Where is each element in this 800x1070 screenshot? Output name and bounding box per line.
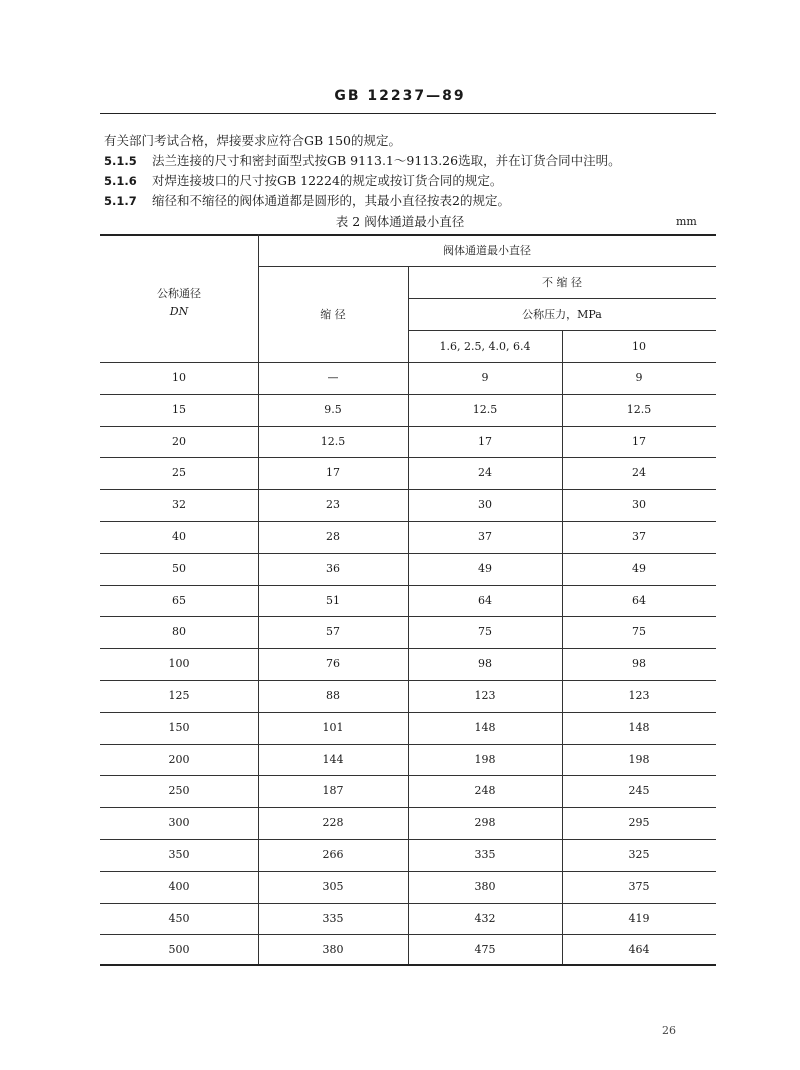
header-pressure: 公称压力，MPa bbox=[522, 308, 602, 321]
cell-reduced: 266 bbox=[322, 848, 344, 861]
cell-reduced: 380 bbox=[322, 943, 344, 957]
header-group: 阀体通道最小直径 bbox=[443, 244, 531, 257]
cell-dn: 65 bbox=[172, 593, 186, 607]
cell-reduced: 9.5 bbox=[324, 402, 342, 416]
cell-full-low: 24 bbox=[478, 466, 492, 480]
cell-reduced: 23 bbox=[326, 498, 340, 512]
cell-reduced: 12.5 bbox=[320, 434, 346, 448]
row-rule bbox=[100, 871, 716, 872]
cell-full-low: 123 bbox=[474, 689, 496, 702]
cell-reduced: 187 bbox=[322, 784, 344, 798]
cell-dn: 300 bbox=[168, 816, 190, 830]
cell-reduced: 228 bbox=[322, 816, 344, 830]
cell-dn: 20 bbox=[172, 434, 186, 448]
cell-full-low: 64 bbox=[478, 593, 492, 607]
clause-number: 5.1.7 bbox=[104, 194, 137, 208]
row-rule bbox=[100, 712, 716, 713]
cell-full-high: 17 bbox=[632, 434, 646, 448]
paragraph-text: 法兰连接的尺寸和密封面型式按GB 9113.1～9113.26选取，并在订货合同中注明。 bbox=[152, 153, 621, 168]
cell-reduced: 76 bbox=[326, 657, 340, 671]
paragraph-5-1-7 bbox=[104, 191, 510, 209]
cell-dn: 150 bbox=[168, 720, 190, 734]
cell-full-high: 12.5 bbox=[626, 402, 652, 416]
paragraph-text: 缩径和不缩径的阀体通道都是圆形的，其最小直径按表2的规定。 bbox=[152, 193, 510, 208]
cell-reduced: 305 bbox=[322, 879, 344, 893]
cell-dn: 50 bbox=[172, 561, 186, 575]
cell-full-high: 37 bbox=[632, 530, 646, 543]
cell-full-high: 375 bbox=[628, 879, 650, 893]
cell-full-high: 245 bbox=[628, 784, 650, 798]
row-rule bbox=[100, 426, 716, 427]
cell-dn: 500 bbox=[168, 943, 190, 957]
cell-full-low: 248 bbox=[474, 784, 496, 798]
cell-full-low: 298 bbox=[474, 816, 496, 830]
table-caption: 表 2 阀体通道最小直径 bbox=[335, 214, 465, 229]
cell-full-high: 198 bbox=[628, 752, 650, 766]
cell-dn: 100 bbox=[168, 657, 190, 671]
cell-reduced: 17 bbox=[326, 466, 340, 480]
row-rule bbox=[100, 394, 716, 395]
page-number: 26 bbox=[662, 1024, 676, 1037]
clause-number: 5.1.5 bbox=[104, 154, 137, 168]
cell-dn: 15 bbox=[172, 402, 186, 416]
paragraph-5-1-6 bbox=[104, 171, 502, 189]
cell-full-high: 98 bbox=[632, 657, 646, 671]
row-rule bbox=[100, 903, 716, 904]
cell-full-low: 148 bbox=[474, 720, 496, 734]
cell-full-high: 75 bbox=[632, 625, 646, 639]
cell-reduced: 101 bbox=[322, 720, 344, 734]
row-rule bbox=[100, 648, 716, 649]
cell-full-low: 9 bbox=[481, 371, 489, 384]
cell-full-high: 24 bbox=[632, 466, 646, 480]
row-rule bbox=[100, 934, 716, 935]
cell-dn: 125 bbox=[168, 689, 190, 702]
table-top-rule bbox=[100, 234, 716, 236]
cell-full-low: 432 bbox=[474, 911, 496, 925]
cell-full-high: 9 bbox=[635, 371, 643, 384]
cell-full-low: 17 bbox=[478, 434, 492, 448]
row-rule bbox=[100, 807, 716, 808]
cell-dn: 450 bbox=[168, 911, 190, 925]
header-rule bbox=[100, 113, 716, 114]
header-rule-full bbox=[408, 298, 716, 299]
cell-full-low: 37 bbox=[478, 530, 492, 543]
cell-reduced: — bbox=[327, 371, 339, 384]
cell-full-low: 98 bbox=[478, 657, 492, 671]
cell-full-high: 325 bbox=[628, 848, 650, 861]
header-reduced: 缩 径 bbox=[320, 308, 346, 321]
cell-reduced: 88 bbox=[326, 689, 340, 702]
cell-full-high: 419 bbox=[628, 911, 650, 925]
cell-full-high: 295 bbox=[628, 816, 650, 830]
clause-number: 5.1.6 bbox=[104, 174, 137, 188]
cell-full-low: 30 bbox=[478, 498, 492, 512]
document-header: GB 12237—89 bbox=[334, 88, 466, 104]
cell-reduced: 36 bbox=[326, 561, 340, 575]
cell-full-high: 49 bbox=[632, 561, 646, 575]
row-rule bbox=[100, 585, 716, 586]
row-rule bbox=[100, 616, 716, 617]
cell-reduced: 57 bbox=[326, 625, 340, 639]
paragraph-text: 有关部门考试合格，焊接要求应符合GB 150的规定。 bbox=[104, 133, 402, 148]
cell-reduced: 51 bbox=[326, 593, 340, 607]
cell-reduced: 144 bbox=[322, 752, 344, 766]
cell-full-high: 123 bbox=[628, 689, 650, 702]
header-full: 不 缩 径 bbox=[542, 276, 582, 289]
row-rule bbox=[100, 680, 716, 681]
cell-full-low: 335 bbox=[474, 848, 496, 861]
row-rule bbox=[100, 744, 716, 745]
table-bottom-rule bbox=[100, 964, 716, 966]
cell-dn: 25 bbox=[172, 466, 186, 480]
row-rule bbox=[100, 839, 716, 840]
row-rule bbox=[100, 521, 716, 522]
row-rule bbox=[100, 553, 716, 554]
table-unit: mm bbox=[676, 215, 697, 228]
header-rule-group bbox=[258, 266, 716, 267]
paragraph-text: 对焊连接坡口的尺寸按GB 12224的规定或按订货合同的规定。 bbox=[152, 173, 503, 188]
row-rule bbox=[100, 775, 716, 776]
row-rule bbox=[100, 457, 716, 458]
cell-full-high: 464 bbox=[628, 943, 650, 957]
cell-full-high: 64 bbox=[632, 593, 646, 607]
header-pressure-low: 1.6, 2.5, 4.0, 6.4 bbox=[439, 340, 531, 353]
cell-full-low: 75 bbox=[478, 625, 492, 639]
cell-reduced: 28 bbox=[326, 530, 340, 543]
cell-full-high: 30 bbox=[632, 498, 646, 512]
cell-full-low: 12.5 bbox=[472, 402, 498, 416]
paragraph-5-1-5 bbox=[104, 151, 621, 169]
cell-dn: 350 bbox=[168, 848, 190, 861]
cell-dn: 10 bbox=[172, 371, 186, 384]
cell-full-low: 475 bbox=[474, 943, 496, 957]
cell-full-low: 49 bbox=[478, 561, 492, 575]
cell-full-high: 148 bbox=[628, 720, 650, 734]
cell-dn: 40 bbox=[172, 530, 186, 543]
cell-reduced: 335 bbox=[322, 911, 344, 925]
row-rule bbox=[100, 489, 716, 490]
paragraph-continuation bbox=[104, 131, 401, 149]
header-dn-label: 公称通径 bbox=[157, 287, 201, 300]
cell-dn: 80 bbox=[172, 625, 186, 639]
cell-dn: 400 bbox=[168, 879, 190, 893]
cell-full-low: 380 bbox=[474, 879, 496, 893]
cell-dn: 32 bbox=[172, 498, 186, 512]
cell-full-low: 198 bbox=[474, 752, 496, 766]
header-pressure-high: 10 bbox=[632, 340, 646, 353]
cell-dn: 200 bbox=[168, 752, 190, 766]
header-dn-symbol: DN bbox=[169, 305, 189, 318]
cell-dn: 250 bbox=[168, 784, 190, 798]
